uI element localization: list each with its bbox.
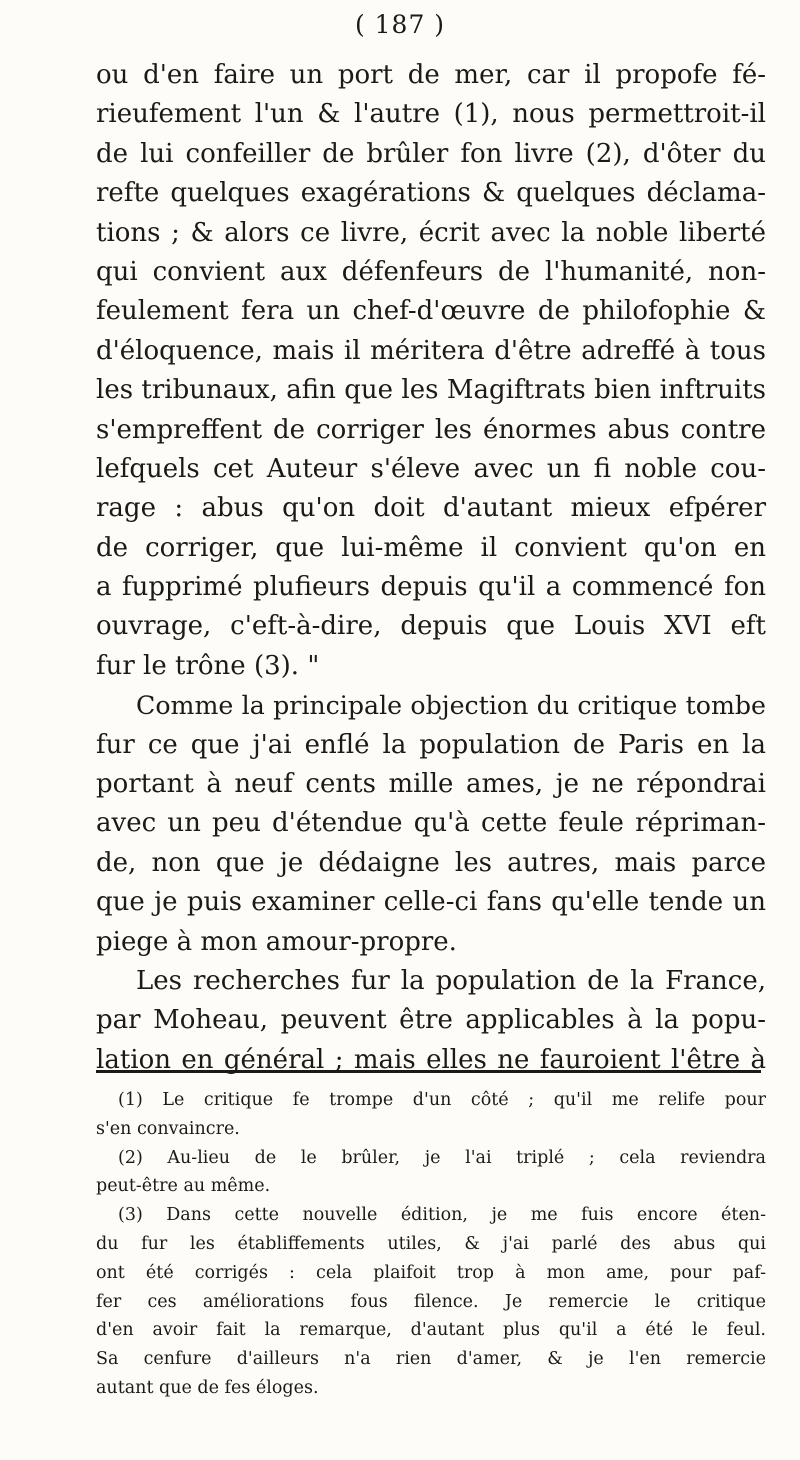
body-line: feulement fera un chef-d'œuvre de philofophie &: [96, 296, 766, 327]
footnote-line: autant que de fes éloges.: [96, 1377, 319, 1398]
body-line: d'éloquence, mais il méritera d'être adreffé à tous: [96, 335, 766, 366]
body-line: piege à mon amour-propre.: [96, 926, 457, 957]
body-line: rieufement l'un & l'autre (1), nous permettroit-il: [96, 99, 766, 130]
body-line: portant à neuf cents mille ames, je ne répondrai: [96, 769, 766, 800]
footnote-line: fer ces améliorations fous filence. Je remercie le critique: [96, 1291, 766, 1312]
body-line: avec un peu d'étendue qu'à cette feule répriman-: [96, 808, 766, 839]
body-line: tions ; & alors ce livre, écrit avec la noble liberté: [96, 217, 766, 248]
body-line: par Moheau, peuvent être applicables à la popu-: [96, 1005, 766, 1036]
footnote-line: du fur les établiffements utiles, & j'ai parlé des abus qui: [96, 1233, 766, 1254]
footnote-line: (1) Le critique fe trompe d'un côté ; qu'il me relife pour: [118, 1090, 766, 1110]
footnote-line: Sa cenfure d'ailleurs n'a rien d'amer, & je l'en remercie: [96, 1349, 766, 1370]
body-line: s'empreffent de corriger les énormes abus contre: [96, 414, 766, 445]
body-line: de corriger, que lui-même il convient qu'on en: [96, 532, 766, 563]
body-line: les tribunaux, afin que les Magiftrats bien inftruits: [96, 375, 766, 406]
footnote-line: peut-être au même.: [96, 1176, 271, 1197]
footnotes: [96, 1086, 766, 1403]
body-text: [96, 56, 766, 1080]
body-line: ou d'en faire un port de mer, car il propofe fé-: [96, 60, 766, 90]
body-line: de lui confeiller de brûler fon livre (2), d'ôter du: [96, 138, 766, 169]
body-line: de, non que je dédaigne les autres, mais parce: [96, 847, 766, 878]
body-line: ouvrage, c'eft-à-dire, depuis que Louis XVI eft: [96, 611, 766, 642]
body-line: fur le trône (3). ": [96, 650, 320, 681]
footnote-line: d'en avoir fait la remarque, d'autant plus qu'il a été le feul.: [96, 1320, 766, 1341]
body-line: refte quelques exagérations & quelques déclama-: [96, 178, 766, 209]
body-line: lefquels cet Auteur s'éleve avec un fi noble cou-: [96, 453, 766, 484]
page-number: ( 187 ): [354, 10, 446, 39]
footnote-line: s'en convaincre.: [96, 1118, 240, 1139]
body-line: que je puis examiner celle-ci fans qu'elle tende un: [96, 887, 766, 918]
body-line: Comme la principale objection du critique tombe: [136, 691, 766, 721]
body-line: a fupprimé plufieurs depuis qu'il a commencé fon: [96, 572, 766, 603]
body-line: qui convient aux défenfeurs de l'humanité, non-: [96, 256, 766, 287]
footnote-line: (2) Au-lieu de le brûler, je l'ai triplé ; cela reviendra: [118, 1147, 766, 1168]
footnote-line: (3) Dans cette nouvelle édition, je me fuis encore éten-: [118, 1205, 766, 1226]
footnote-line: ont été corrigés : cela plaifoit trop à mon ame, pour paf-: [96, 1262, 766, 1283]
body-line: fur ce que j'ai enflé la population de Paris en la: [96, 729, 766, 760]
body-line: lation en général ; mais elles ne fauroient l'être à: [96, 1044, 766, 1075]
footnote-divider: [96, 1070, 761, 1073]
body-line: Les recherches fur la population de la France,: [136, 965, 766, 996]
body-line: rage : abus qu'on doit d'autant mieux efpérer: [96, 493, 766, 524]
